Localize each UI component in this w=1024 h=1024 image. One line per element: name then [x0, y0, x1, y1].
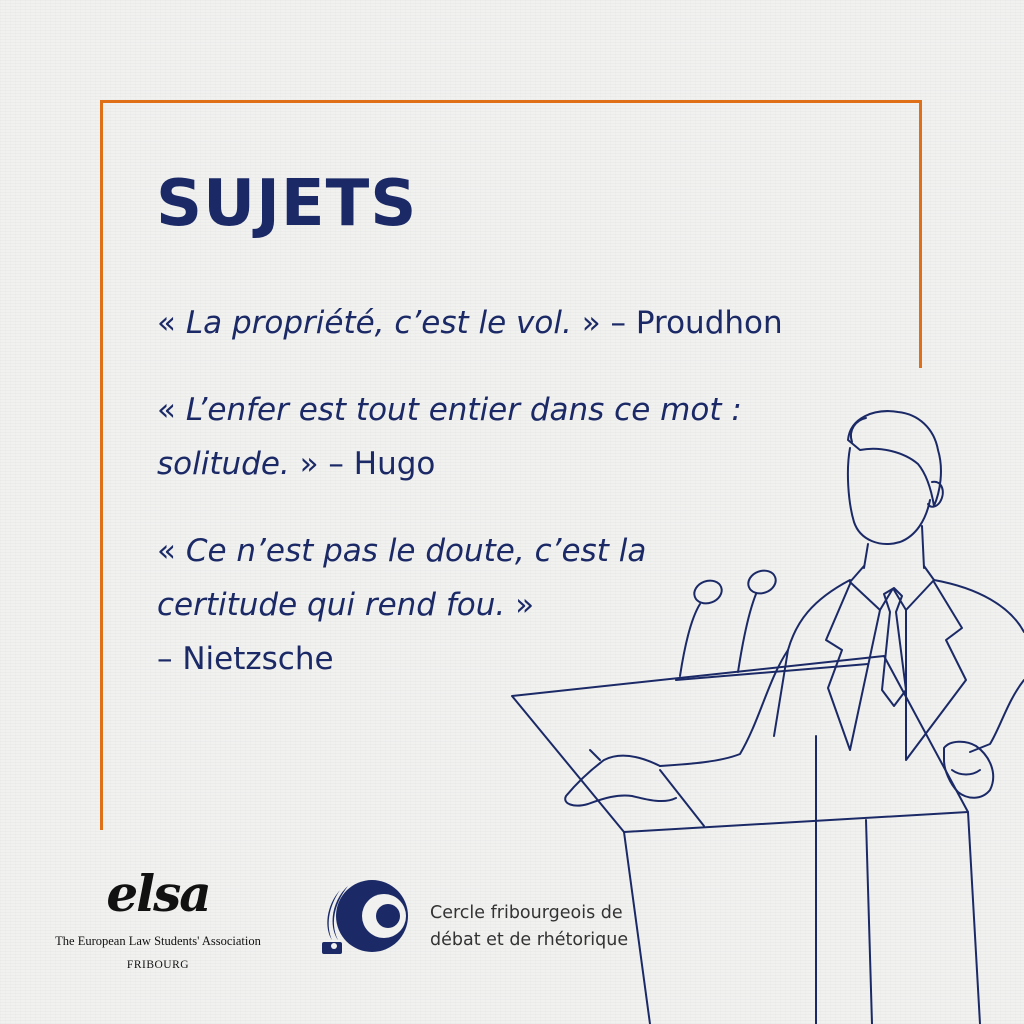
quill-crescent-logo-icon	[318, 878, 410, 960]
quote-close-mark: »	[505, 587, 535, 623]
quote-proudhon	[157, 296, 783, 350]
elsa-wordmark: elsa	[106, 864, 210, 923]
frame-top-line	[100, 100, 922, 103]
quote-text-line2: certitude qui rend fou.	[157, 587, 506, 623]
cercle-name	[430, 900, 628, 954]
quote-open-mark: «	[157, 392, 186, 428]
frame-right-line	[919, 100, 922, 368]
quote-text-line1: Ce n’est pas le doute, c’est la	[185, 533, 647, 569]
quote-close-author: » – Hugo	[289, 446, 436, 482]
frame-left-line	[100, 100, 103, 830]
elsa-full-name: The European Law Students' Association	[55, 934, 261, 948]
cercle-name-line1: Cercle fribourgeois de	[430, 903, 623, 923]
quote-author: – Nietzsche	[157, 641, 334, 677]
page-title: SUJETS	[156, 167, 418, 241]
quote-open-mark: «	[157, 533, 186, 569]
quote-close-author: » – Proudhon	[571, 305, 783, 341]
quote-text-line2: solitude.	[157, 446, 290, 482]
quote-text: La propriété, c’est le vol.	[185, 305, 572, 341]
quote-text-line1: L’enfer est tout entier dans ce mot :	[185, 392, 742, 428]
elsa-logo	[40, 862, 276, 971]
cercle-name-line2: débat et de rhétorique	[430, 930, 629, 950]
elsa-city: FRIBOURG	[126, 959, 190, 971]
quote-open-mark: «	[157, 305, 186, 341]
